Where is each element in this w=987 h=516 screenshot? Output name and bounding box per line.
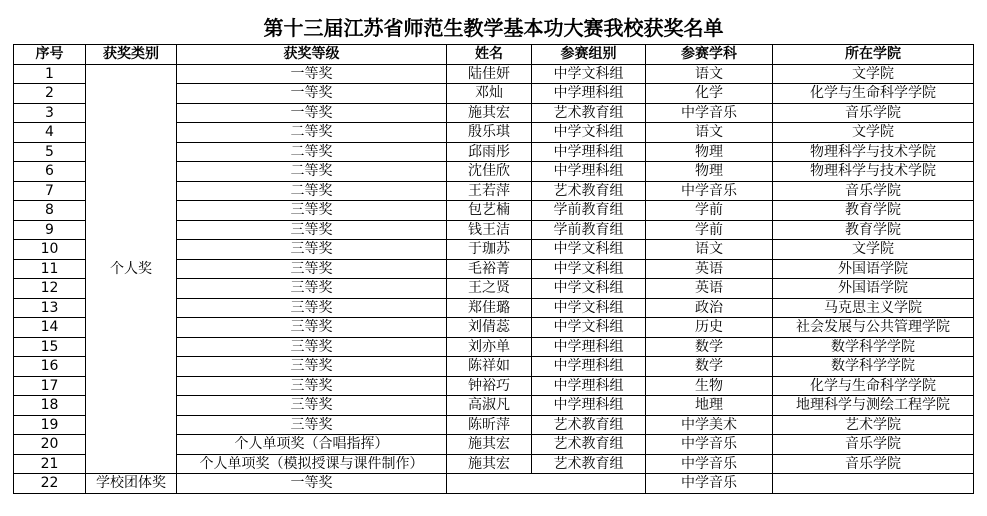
competition-group: 中学文科组 (532, 240, 646, 260)
student-name: 陈祥如 (447, 357, 532, 377)
college-name: 数学科学学院 (773, 337, 974, 357)
competition-group: 中学理科组 (532, 376, 646, 396)
category-cell: 学校团体奖 (86, 474, 177, 494)
student-name: 施其宏 (447, 103, 532, 123)
row-number: 10 (14, 240, 86, 260)
row-number: 1 (14, 64, 86, 84)
award-level: 三等奖 (177, 376, 447, 396)
competition-group: 中学文科组 (532, 279, 646, 299)
row-number: 15 (14, 337, 86, 357)
award-level: 三等奖 (177, 298, 447, 318)
competition-group: 学前教育组 (532, 201, 646, 221)
college-name: 音乐学院 (773, 103, 974, 123)
competition-group: 艺术教育组 (532, 181, 646, 201)
row-number: 8 (14, 201, 86, 221)
row-number: 2 (14, 84, 86, 104)
header-no: 序号 (14, 45, 86, 65)
competition-group: 艺术教育组 (532, 103, 646, 123)
award-level: 二等奖 (177, 181, 447, 201)
page-title: 第十三届江苏省师范生教学基本功大赛我校获奖名单 (263, 16, 724, 40)
student-name: 包艺楠 (447, 201, 532, 221)
competition-group: 中学文科组 (532, 318, 646, 338)
header-subject: 参赛学科 (646, 45, 773, 65)
college-name: 文学院 (773, 64, 974, 84)
award-level: 二等奖 (177, 123, 447, 143)
award-level: 三等奖 (177, 279, 447, 299)
competition-group: 艺术教育组 (532, 454, 646, 474)
award-level: 三等奖 (177, 415, 447, 435)
college-name: 马克思主义学院 (773, 298, 974, 318)
student-name: 毛裕菁 (447, 259, 532, 279)
student-name: 王之贤 (447, 279, 532, 299)
college-name: 教育学院 (773, 220, 974, 240)
competition-group: 中学文科组 (532, 123, 646, 143)
competition-subject: 政治 (646, 298, 773, 318)
category-cell: 个人奖 (86, 64, 177, 474)
student-name: 施其宏 (447, 454, 532, 474)
college-name: 外国语学院 (773, 259, 974, 279)
row-number: 13 (14, 298, 86, 318)
table-body (14, 64, 974, 493)
table-row (14, 64, 974, 84)
header-name: 姓名 (447, 45, 532, 65)
award-level: 三等奖 (177, 220, 447, 240)
award-level: 三等奖 (177, 357, 447, 377)
student-name: 陈昕萍 (447, 415, 532, 435)
college-name: 外国语学院 (773, 279, 974, 299)
competition-group: 中学理科组 (532, 337, 646, 357)
award-level: 三等奖 (177, 318, 447, 338)
competition-group: 中学文科组 (532, 259, 646, 279)
row-number: 22 (14, 474, 86, 494)
header-level: 获奖等级 (177, 45, 447, 65)
header-group: 参赛组别 (532, 45, 646, 65)
team-empty-cell (447, 474, 646, 494)
award-level: 一等奖 (177, 103, 447, 123)
row-number: 19 (14, 415, 86, 435)
student-name: 于珈苏 (447, 240, 532, 260)
student-name: 殷乐琪 (447, 123, 532, 143)
row-number: 20 (14, 435, 86, 455)
row-number: 12 (14, 279, 86, 299)
competition-subject: 英语 (646, 279, 773, 299)
competition-subject: 物理 (646, 142, 773, 162)
row-number: 17 (14, 376, 86, 396)
row-number: 7 (14, 181, 86, 201)
award-level: 一等奖 (177, 474, 447, 494)
student-name: 高淑凡 (447, 396, 532, 416)
competition-subject: 数学 (646, 337, 773, 357)
award-level: 个人单项奖（模拟授课与课件制作） (177, 454, 447, 474)
competition-subject: 物理 (646, 162, 773, 182)
award-level: 三等奖 (177, 337, 447, 357)
row-number: 4 (14, 123, 86, 143)
competition-subject: 语文 (646, 123, 773, 143)
student-name: 钟裕巧 (447, 376, 532, 396)
header-category: 获奖类别 (86, 45, 177, 65)
college-name: 艺术学院 (773, 415, 974, 435)
competition-group: 中学理科组 (532, 396, 646, 416)
competition-subject: 英语 (646, 259, 773, 279)
row-number: 9 (14, 220, 86, 240)
row-number: 5 (14, 142, 86, 162)
row-number: 3 (14, 103, 86, 123)
header-row (14, 45, 974, 65)
competition-subject: 中学音乐 (646, 474, 773, 494)
award-level: 三等奖 (177, 240, 447, 260)
student-name: 邓灿 (447, 84, 532, 104)
competition-group: 学前教育组 (532, 220, 646, 240)
team-empty-cell (773, 474, 974, 494)
row-number: 18 (14, 396, 86, 416)
student-name: 郑佳璐 (447, 298, 532, 318)
row-number: 11 (14, 259, 86, 279)
college-name: 化学与生命科学学院 (773, 376, 974, 396)
competition-subject: 中学音乐 (646, 181, 773, 201)
competition-subject: 中学美术 (646, 415, 773, 435)
header-college: 所在学院 (773, 45, 974, 65)
college-name: 文学院 (773, 123, 974, 143)
student-name: 施其宏 (447, 435, 532, 455)
competition-group: 中学理科组 (532, 84, 646, 104)
student-name: 钱王洁 (447, 220, 532, 240)
college-name: 音乐学院 (773, 454, 974, 474)
competition-subject: 数学 (646, 357, 773, 377)
award-level: 二等奖 (177, 142, 447, 162)
row-number: 21 (14, 454, 86, 474)
student-name: 刘倩蕊 (447, 318, 532, 338)
college-name: 物理科学与技术学院 (773, 142, 974, 162)
team-row (14, 474, 974, 494)
college-name: 教育学院 (773, 201, 974, 221)
student-name: 陆佳妍 (447, 64, 532, 84)
competition-group: 中学文科组 (532, 64, 646, 84)
competition-subject: 语文 (646, 240, 773, 260)
award-level: 三等奖 (177, 259, 447, 279)
award-level: 二等奖 (177, 162, 447, 182)
college-name: 音乐学院 (773, 181, 974, 201)
college-name: 物理科学与技术学院 (773, 162, 974, 182)
competition-subject: 学前 (646, 220, 773, 240)
competition-group: 艺术教育组 (532, 435, 646, 455)
competition-group: 中学文科组 (532, 298, 646, 318)
awards-table (13, 44, 974, 494)
award-level: 个人单项奖（合唱指挥） (177, 435, 447, 455)
competition-subject: 学前 (646, 201, 773, 221)
student-name: 刘亦单 (447, 337, 532, 357)
student-name: 王若萍 (447, 181, 532, 201)
competition-subject: 化学 (646, 84, 773, 104)
competition-subject: 生物 (646, 376, 773, 396)
college-name: 社会发展与公共管理学院 (773, 318, 974, 338)
college-name: 文学院 (773, 240, 974, 260)
award-level: 三等奖 (177, 201, 447, 221)
competition-group: 中学理科组 (532, 357, 646, 377)
student-name: 沈佳欣 (447, 162, 532, 182)
competition-subject: 语文 (646, 64, 773, 84)
competition-group: 中学理科组 (532, 142, 646, 162)
award-level: 一等奖 (177, 64, 447, 84)
competition-group: 中学理科组 (532, 162, 646, 182)
competition-subject: 中学音乐 (646, 103, 773, 123)
competition-group: 艺术教育组 (532, 415, 646, 435)
row-number: 16 (14, 357, 86, 377)
college-name: 化学与生命科学学院 (773, 84, 974, 104)
row-number: 6 (14, 162, 86, 182)
college-name: 音乐学院 (773, 435, 974, 455)
award-level: 一等奖 (177, 84, 447, 104)
competition-subject: 中学音乐 (646, 454, 773, 474)
college-name: 地理科学与测绘工程学院 (773, 396, 974, 416)
award-level: 三等奖 (177, 396, 447, 416)
competition-subject: 历史 (646, 318, 773, 338)
competition-subject: 中学音乐 (646, 435, 773, 455)
student-name: 邱雨彤 (447, 142, 532, 162)
competition-subject: 地理 (646, 396, 773, 416)
row-number: 14 (14, 318, 86, 338)
college-name: 数学科学学院 (773, 357, 974, 377)
